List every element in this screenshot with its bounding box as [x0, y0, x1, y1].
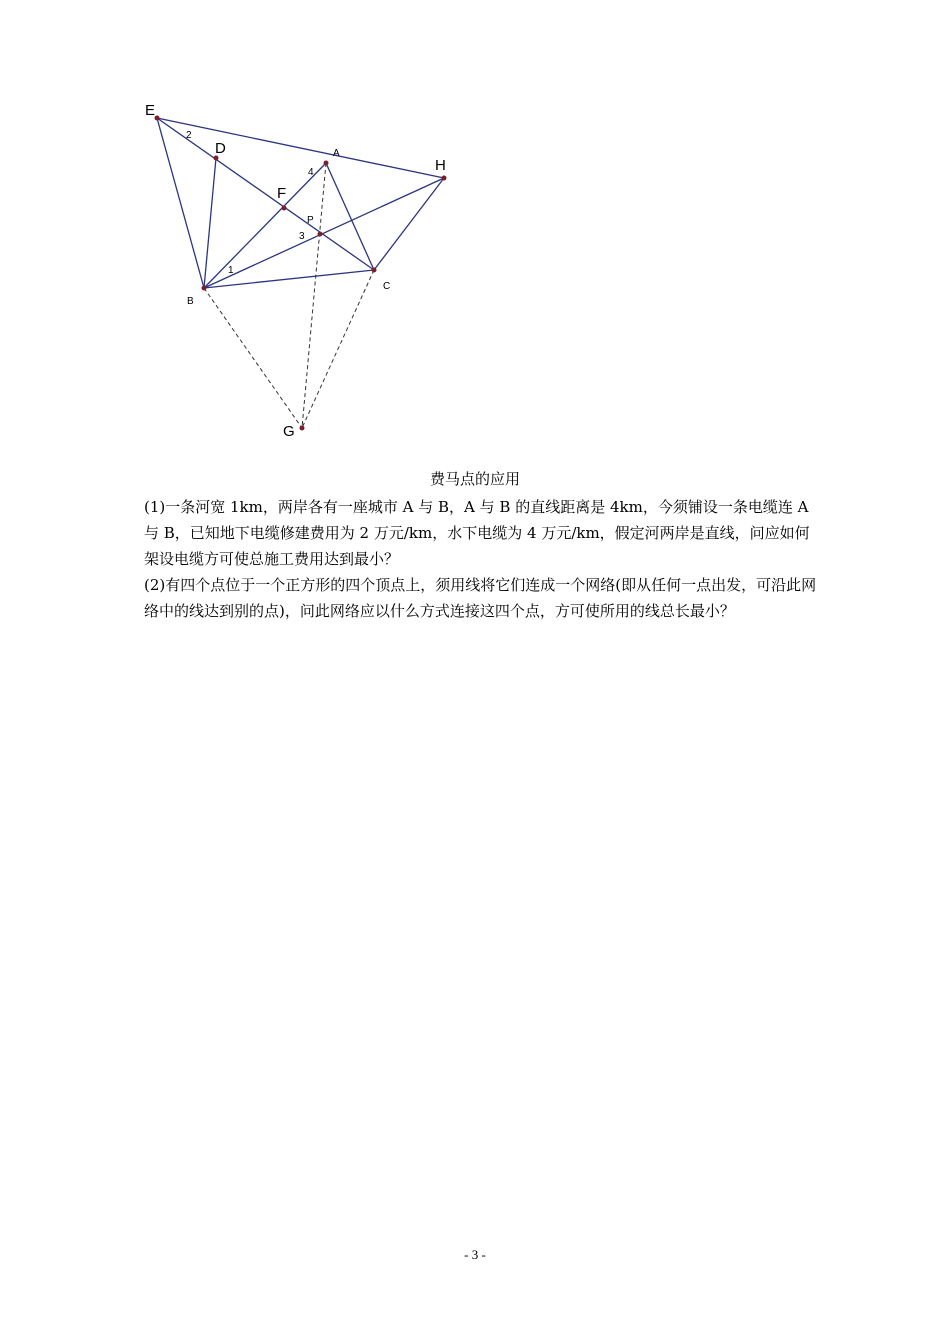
segment-EB: [157, 118, 204, 288]
point-E: [155, 116, 160, 121]
label-F: F: [277, 185, 287, 202]
label-E: E: [145, 102, 156, 119]
geometry-figure: [130, 90, 470, 440]
angle-label-4: 4: [308, 167, 314, 178]
label-D: D: [215, 140, 226, 157]
angle-label-3: 3: [299, 231, 305, 242]
segment-HC: [374, 178, 444, 270]
dashed-CG: [302, 270, 374, 428]
point-B: [202, 286, 207, 291]
segment-DB: [204, 158, 216, 288]
label-H: H: [435, 157, 446, 174]
label-C: C: [383, 281, 391, 292]
label-B: B: [187, 296, 194, 307]
label-G: G: [283, 423, 295, 440]
angle-label-2: 2: [186, 130, 192, 141]
label-P: P: [307, 215, 314, 226]
page-number: - 3 -: [464, 1247, 486, 1262]
point-G: [300, 426, 305, 431]
label-A: A: [333, 148, 340, 159]
problem-2: (2)有四个点位于一个正方形的四个顶点上，须用线将它们连成一个网络(即从任何一点出发，可沿此网络中的线达到别的点)，问此网络应以什么方式连接这四个点，方可使所用的线总长最小？: [144, 576, 817, 620]
point-C: [372, 268, 377, 273]
angle-label-1: 1: [228, 265, 234, 276]
dashed-BG: [204, 288, 302, 428]
problem-1: (1)一条河宽 1km，两岸各有一座城市 A 与 B，A 与 B 的直线距离是 4km，今须铺设一条电缆连 A 与 B，已知地下电缆修建费用为 2 万元/km，水下电缆为 4 万元/km，假定河两岸是直线，问应如何架设电缆方可使总施工费用达到最小？: [144, 498, 810, 568]
segment-BH: [204, 178, 444, 288]
point-F: [282, 206, 287, 211]
dashed-AG: [302, 163, 326, 428]
point-A: [324, 161, 329, 166]
point-H: [442, 176, 447, 181]
point-P: [318, 232, 323, 237]
section-title: 费马点的应用: [429, 470, 520, 488]
